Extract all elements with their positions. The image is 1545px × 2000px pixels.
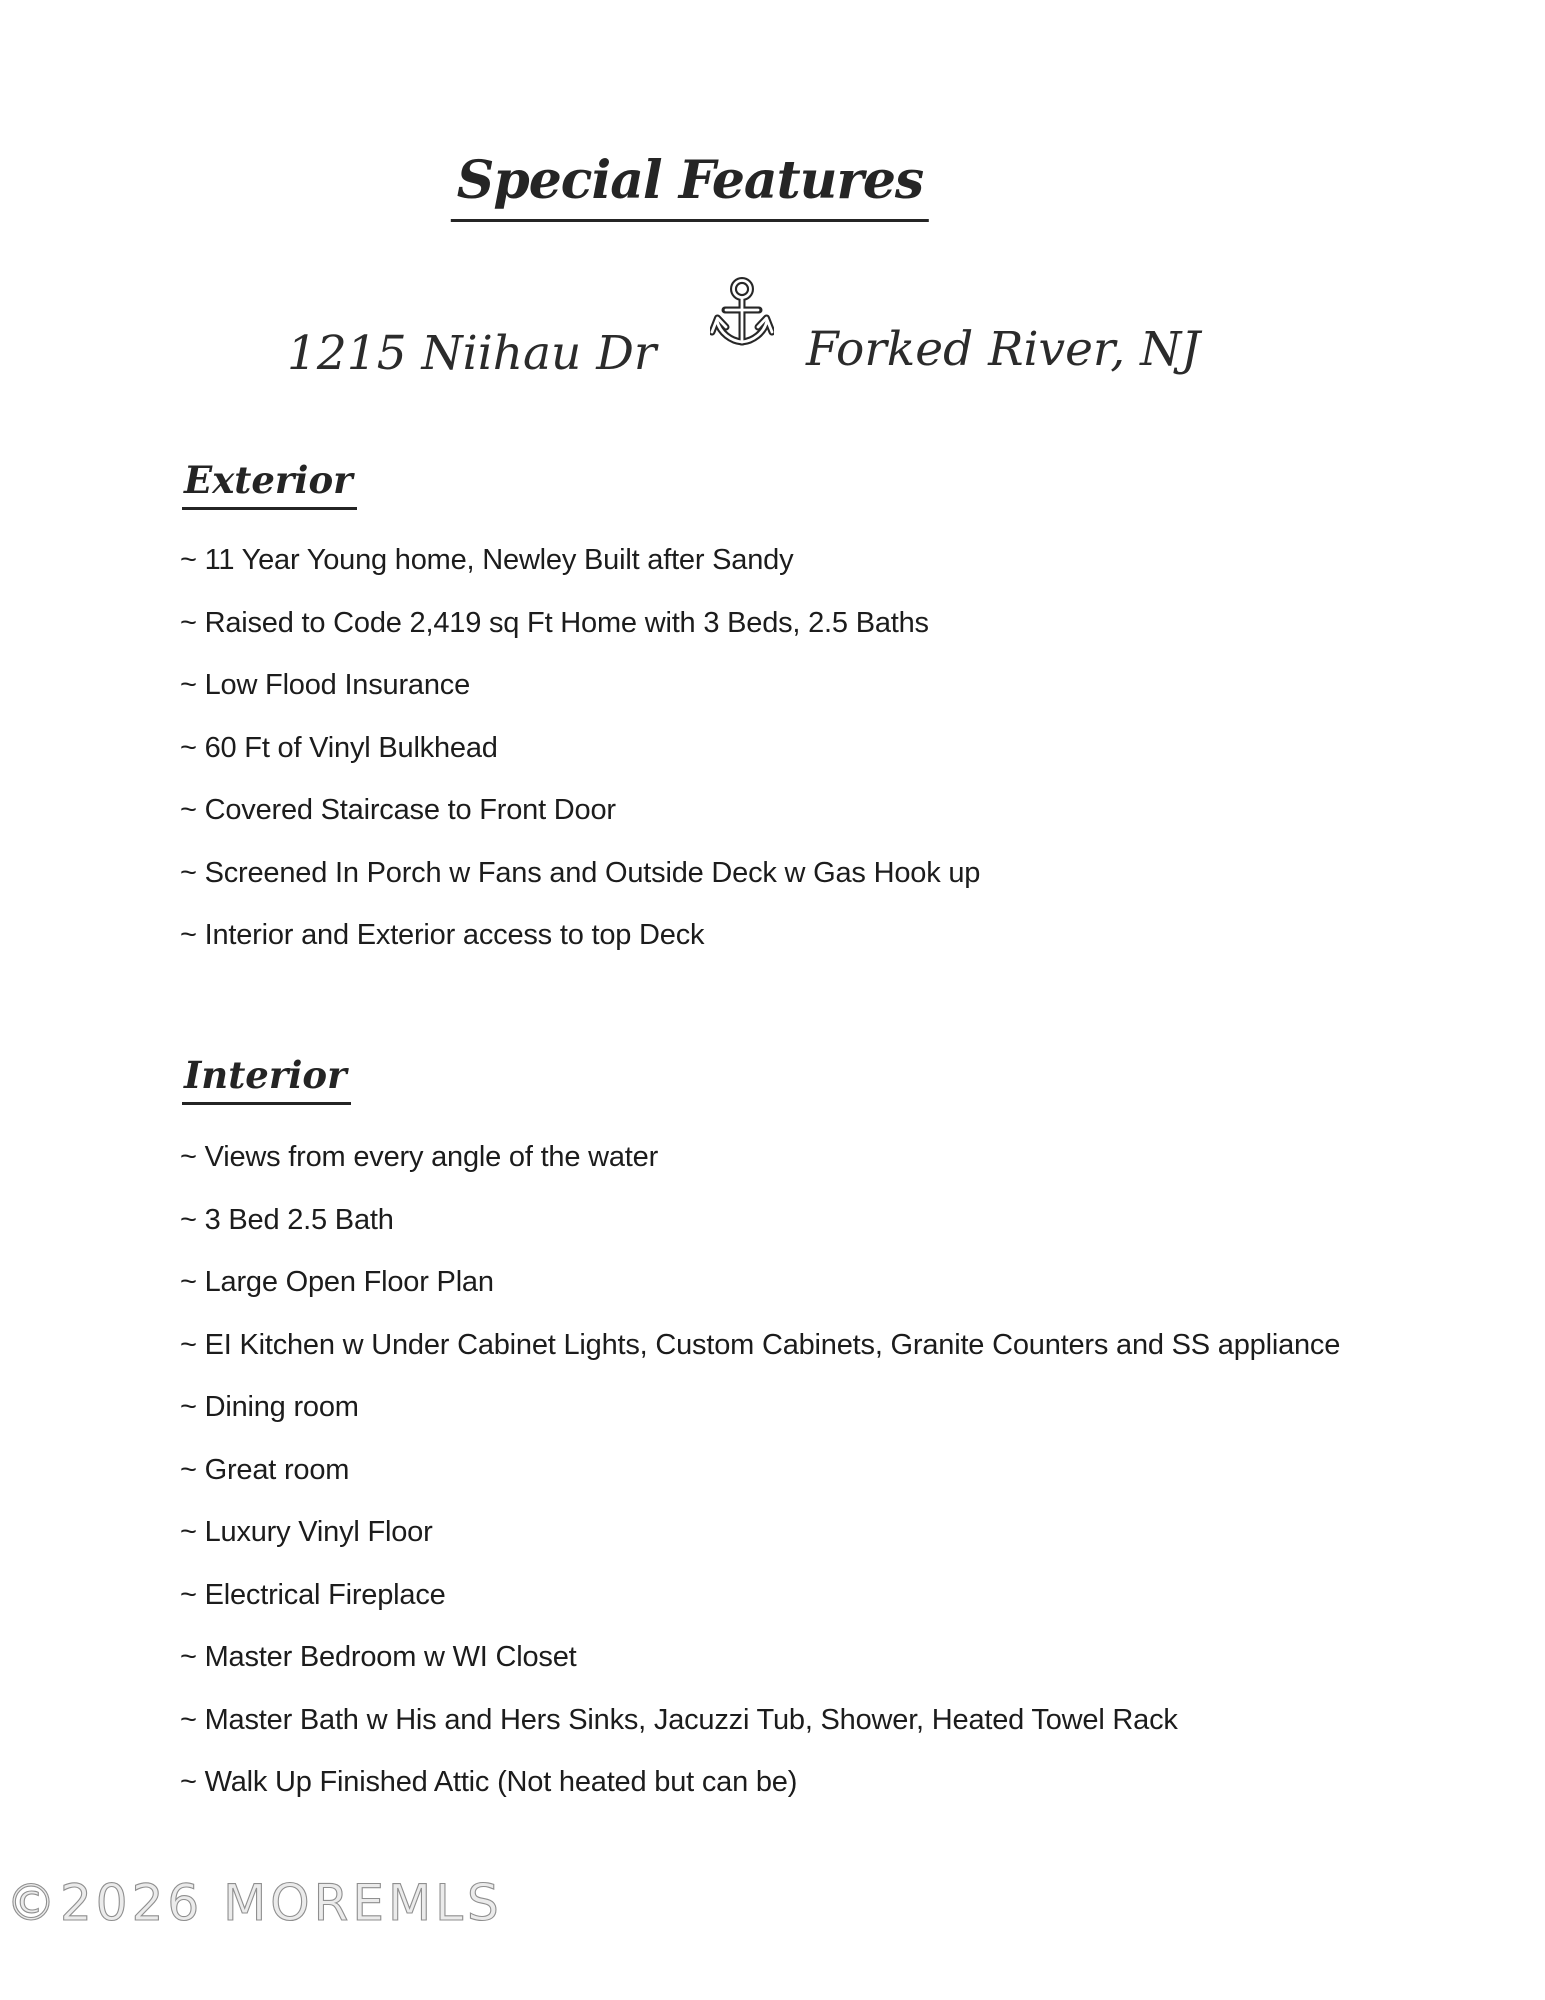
feature-item: ~ Electrical Fireplace [180, 1578, 446, 1611]
anchor-icon [710, 276, 774, 364]
interior-feature-list [180, 1126, 1485, 1814]
feature-item: ~ Interior and Exterior access to top Deck [180, 919, 705, 951]
feature-item: ~ 60 Ft of Vinyl Bulkhead [180, 731, 498, 764]
page-title-wrap [451, 150, 929, 222]
feature-item: ~ Walk Up Finished Attic (Not heated but can be) [180, 1766, 798, 1798]
feature-item: ~ 11 Year Young home, Newley Built after Sandy [180, 544, 794, 576]
feature-item: ~ Master Bedroom w WI Closet [180, 1641, 577, 1673]
feature-item: ~ Views from every angle of the water [180, 1141, 659, 1173]
feature-item: ~ Low Flood Insurance [180, 669, 471, 701]
exterior-feature-list [180, 529, 1485, 967]
feature-item: ~ EI Kitchen w Under Cabinet Lights, Custom Cabinets, Granite Counters and SS appliance [180, 1328, 1341, 1361]
address-street: 1215 Niihau Dr [287, 326, 657, 381]
feature-item: ~ Large Open Floor Plan [180, 1266, 494, 1298]
feature-item: ~ Raised to Code 2,419 sq Ft Home with 3 Beds, 2.5 Baths [180, 606, 929, 639]
feature-item: ~ Screened In Porch w Fans and Outside Deck w Gas Hook up [180, 856, 981, 889]
watermark: ©2026 MOREMLS [6, 1874, 503, 1932]
feature-item: ~ Master Bath w His and Hers Sinks, Jacuzzi Tub, Shower, Heated Towel Rack [180, 1703, 1178, 1736]
address-city: Forked River, NJ [806, 322, 1201, 377]
feature-item: ~ Luxury Vinyl Floor [180, 1516, 433, 1548]
section-heading-exterior: Exterior [182, 458, 357, 510]
feature-item: ~ Covered Staircase to Front Door [180, 794, 616, 826]
feature-item: ~ Dining room [180, 1391, 359, 1423]
feature-item: ~ 3 Bed 2.5 Bath [180, 1203, 394, 1236]
feature-item: ~ Great room [180, 1453, 350, 1486]
page-title: Special Features [451, 150, 929, 222]
section-heading-interior: Interior [182, 1053, 351, 1105]
